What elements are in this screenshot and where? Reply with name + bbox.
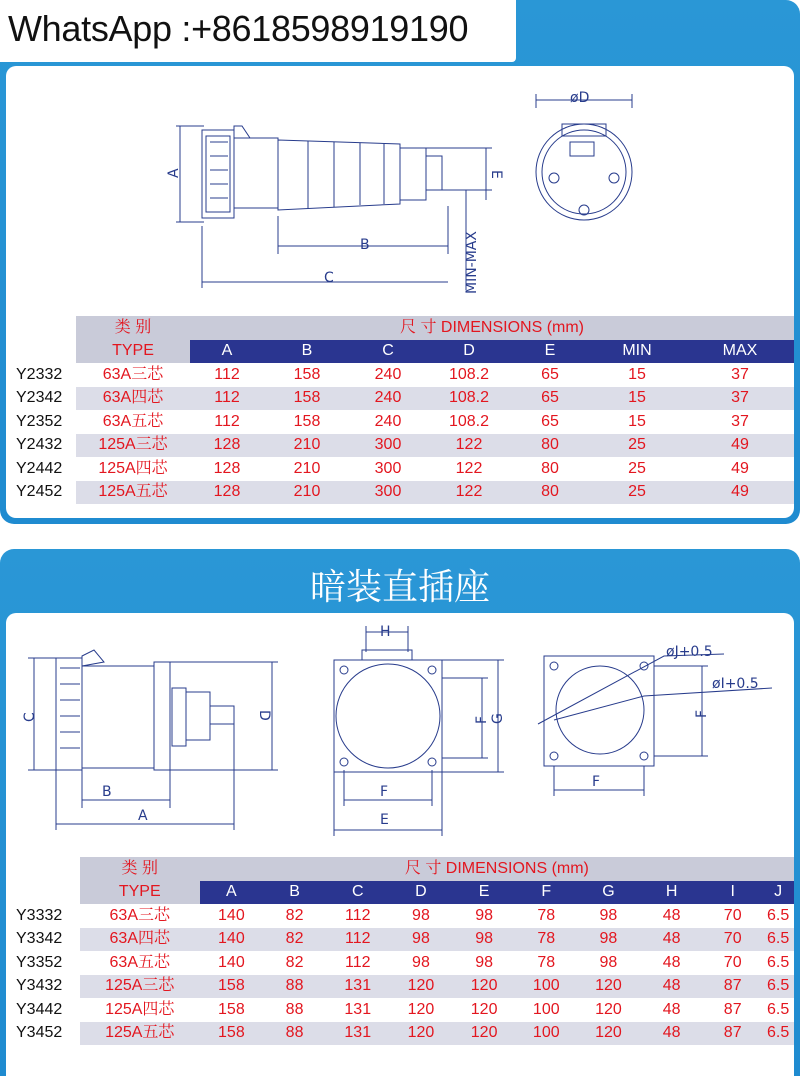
model-code: Y2442 xyxy=(6,457,76,481)
dim-label-c: C xyxy=(324,270,334,286)
column-header: A xyxy=(200,881,263,905)
dim-label-f-v: F xyxy=(474,715,490,724)
value-cell: 120 xyxy=(577,975,640,999)
table-row xyxy=(6,975,794,999)
dim-label-i: øI+0.5 xyxy=(712,676,759,692)
value-cell: 240 xyxy=(350,363,426,387)
table-row xyxy=(6,951,794,975)
dim-label-c2: C xyxy=(22,712,38,722)
column-header: MAX xyxy=(686,340,794,364)
value-cell: 120 xyxy=(453,975,516,999)
value-cell: 88 xyxy=(263,998,326,1022)
value-cell: 240 xyxy=(350,387,426,411)
value-cell: 98 xyxy=(389,928,452,952)
value-cell: 112 xyxy=(190,410,264,434)
value-cell: 48 xyxy=(640,998,703,1022)
value-cell: 80 xyxy=(512,481,588,505)
value-cell: 49 xyxy=(686,481,794,505)
dim-label-minmax: MIN-MAX xyxy=(464,231,480,294)
value-cell: 48 xyxy=(640,904,703,928)
table-row xyxy=(6,363,794,387)
table-row xyxy=(6,410,794,434)
type-cell: 63A四芯 xyxy=(80,928,200,952)
column-header: E xyxy=(453,881,516,905)
column-header: C xyxy=(350,340,426,364)
table-row xyxy=(6,481,794,505)
value-cell: 120 xyxy=(389,1022,452,1046)
value-cell: 158 xyxy=(200,975,263,999)
dim-label-e: E xyxy=(488,170,504,179)
value-cell: 49 xyxy=(686,434,794,458)
value-cell: 6.5 xyxy=(762,904,794,928)
value-cell: 6.5 xyxy=(762,928,794,952)
value-cell: 87 xyxy=(703,1022,762,1046)
model-code: Y2332 xyxy=(6,363,76,387)
model-code: Y2342 xyxy=(6,387,76,411)
dim-label-f-h: F xyxy=(380,784,389,800)
value-cell: 300 xyxy=(350,481,426,505)
column-header: MIN xyxy=(588,340,686,364)
socket-front-view-drawing xyxy=(322,620,512,838)
value-cell: 120 xyxy=(577,1022,640,1046)
column-header: H xyxy=(640,881,703,905)
value-cell: 65 xyxy=(512,363,588,387)
value-cell: 158 xyxy=(200,998,263,1022)
column-header: J xyxy=(762,881,794,905)
value-cell: 88 xyxy=(263,975,326,999)
value-cell: 112 xyxy=(326,951,389,975)
value-cell: 48 xyxy=(640,951,703,975)
column-header: D xyxy=(426,340,512,364)
model-code: Y3432 xyxy=(6,975,80,999)
type-cell: 63A四芯 xyxy=(76,387,190,411)
value-cell: 48 xyxy=(640,928,703,952)
value-cell: 120 xyxy=(389,975,452,999)
model-code: Y3442 xyxy=(6,998,80,1022)
value-cell: 48 xyxy=(640,975,703,999)
type-cell: 125A三芯 xyxy=(80,975,200,999)
value-cell: 108.2 xyxy=(426,387,512,411)
column-header: B xyxy=(263,881,326,905)
value-cell: 100 xyxy=(516,998,577,1022)
model-code: Y3452 xyxy=(6,1022,80,1046)
dim-label-a2: A xyxy=(138,808,148,824)
whatsapp-banner xyxy=(0,0,516,62)
value-cell: 70 xyxy=(703,904,762,928)
value-cell: 82 xyxy=(263,904,326,928)
whatsapp-contact: WhatsApp :+8618598919190 xyxy=(8,8,469,49)
value-cell: 15 xyxy=(588,387,686,411)
type-cell: 63A五芯 xyxy=(76,410,190,434)
value-cell: 140 xyxy=(200,928,263,952)
value-cell: 112 xyxy=(326,928,389,952)
type-cell: 125A三芯 xyxy=(76,434,190,458)
value-cell: 140 xyxy=(200,951,263,975)
dim-label-f-cut-h: F xyxy=(592,774,601,790)
column-header: A xyxy=(190,340,264,364)
section-title: 暗装直插座 xyxy=(309,567,490,608)
value-cell: 70 xyxy=(703,951,762,975)
value-cell: 80 xyxy=(512,434,588,458)
value-cell: 98 xyxy=(453,904,516,928)
type-header-en: TYPE xyxy=(76,340,190,364)
dimensions-header: 尺 寸 DIMENSIONS (mm) xyxy=(190,316,794,340)
value-cell: 78 xyxy=(516,951,577,975)
panel-cutout-drawing xyxy=(534,636,796,806)
value-cell: 122 xyxy=(426,457,512,481)
value-cell: 15 xyxy=(588,363,686,387)
value-cell: 6.5 xyxy=(762,998,794,1022)
dimensions-header: 尺 寸 DIMENSIONS (mm) xyxy=(200,857,794,881)
table-row xyxy=(6,1022,794,1046)
dim-label-j: øJ+0.5 xyxy=(666,644,713,660)
value-cell: 140 xyxy=(200,904,263,928)
value-cell: 82 xyxy=(263,928,326,952)
type-cell: 125A四芯 xyxy=(80,998,200,1022)
value-cell: 98 xyxy=(453,928,516,952)
value-cell: 210 xyxy=(264,481,350,505)
value-cell: 25 xyxy=(588,481,686,505)
value-cell: 15 xyxy=(588,410,686,434)
type-cell: 63A三芯 xyxy=(76,363,190,387)
type-cell: 63A三芯 xyxy=(80,904,200,928)
value-cell: 120 xyxy=(577,998,640,1022)
value-cell: 300 xyxy=(350,457,426,481)
value-cell: 37 xyxy=(686,410,794,434)
value-cell: 108.2 xyxy=(426,363,512,387)
value-cell: 87 xyxy=(703,998,762,1022)
value-cell: 78 xyxy=(516,904,577,928)
type-header-cn: 类 别 xyxy=(80,857,200,881)
dim-label-a: A xyxy=(166,168,182,178)
model-code: Y3352 xyxy=(6,951,80,975)
value-cell: 100 xyxy=(516,1022,577,1046)
value-cell: 122 xyxy=(426,434,512,458)
value-cell: 98 xyxy=(453,951,516,975)
value-cell: 128 xyxy=(190,434,264,458)
value-cell: 158 xyxy=(264,387,350,411)
value-cell: 70 xyxy=(703,928,762,952)
value-cell: 25 xyxy=(588,434,686,458)
model-code: Y3332 xyxy=(6,904,80,928)
plug-side-view-drawing xyxy=(160,86,504,296)
type-cell: 125A五芯 xyxy=(76,481,190,505)
value-cell: 131 xyxy=(326,998,389,1022)
value-cell: 158 xyxy=(200,1022,263,1046)
type-header-cn: 类 别 xyxy=(76,316,190,340)
dimensions-table-1 xyxy=(6,316,794,504)
value-cell: 122 xyxy=(426,481,512,505)
type-cell: 125A五芯 xyxy=(80,1022,200,1046)
value-cell: 300 xyxy=(350,434,426,458)
type-header-en: TYPE xyxy=(80,881,200,905)
value-cell: 25 xyxy=(588,457,686,481)
value-cell: 158 xyxy=(264,410,350,434)
value-cell: 98 xyxy=(389,951,452,975)
value-cell: 98 xyxy=(577,904,640,928)
value-cell: 131 xyxy=(326,975,389,999)
value-cell: 108.2 xyxy=(426,410,512,434)
value-cell: 37 xyxy=(686,363,794,387)
model-code: Y2352 xyxy=(6,410,76,434)
dim-label-b: B xyxy=(360,237,370,253)
model-code: Y3342 xyxy=(6,928,80,952)
value-cell: 82 xyxy=(263,951,326,975)
value-cell: 80 xyxy=(512,457,588,481)
type-cell: 63A五芯 xyxy=(80,951,200,975)
value-cell: 120 xyxy=(453,1022,516,1046)
type-cell: 125A四芯 xyxy=(76,457,190,481)
value-cell: 37 xyxy=(686,387,794,411)
dim-label-b2: B xyxy=(102,784,112,800)
column-header: G xyxy=(577,881,640,905)
column-header: F xyxy=(516,881,577,905)
table-row xyxy=(6,434,794,458)
value-cell: 65 xyxy=(512,410,588,434)
column-header: D xyxy=(389,881,452,905)
table-row xyxy=(6,998,794,1022)
table-row xyxy=(6,387,794,411)
column-header: C xyxy=(326,881,389,905)
value-cell: 112 xyxy=(326,904,389,928)
dim-label-d: øD xyxy=(570,90,590,106)
value-cell: 240 xyxy=(350,410,426,434)
value-cell: 48 xyxy=(640,1022,703,1046)
column-header: I xyxy=(703,881,762,905)
value-cell: 98 xyxy=(577,928,640,952)
column-header: B xyxy=(264,340,350,364)
dim-label-g: G xyxy=(490,713,506,724)
value-cell: 88 xyxy=(263,1022,326,1046)
value-cell: 98 xyxy=(389,904,452,928)
value-cell: 87 xyxy=(703,975,762,999)
value-cell: 112 xyxy=(190,387,264,411)
value-cell: 112 xyxy=(190,363,264,387)
column-header: E xyxy=(512,340,588,364)
model-code: Y2452 xyxy=(6,481,76,505)
value-cell: 6.5 xyxy=(762,951,794,975)
table-row xyxy=(6,928,794,952)
value-cell: 65 xyxy=(512,387,588,411)
value-cell: 100 xyxy=(516,975,577,999)
dim-label-d2: D xyxy=(256,710,272,721)
value-cell: 128 xyxy=(190,457,264,481)
value-cell: 78 xyxy=(516,928,577,952)
value-cell: 120 xyxy=(453,998,516,1022)
plug-front-view-drawing xyxy=(530,86,640,226)
value-cell: 131 xyxy=(326,1022,389,1046)
value-cell: 49 xyxy=(686,457,794,481)
value-cell: 210 xyxy=(264,457,350,481)
dim-label-e2: E xyxy=(380,812,389,828)
value-cell: 158 xyxy=(264,363,350,387)
value-cell: 6.5 xyxy=(762,1022,794,1046)
value-cell: 6.5 xyxy=(762,975,794,999)
table-row xyxy=(6,457,794,481)
value-cell: 210 xyxy=(264,434,350,458)
dim-label-f-cut-v: F xyxy=(694,709,710,718)
value-cell: 98 xyxy=(577,951,640,975)
model-code: Y2432 xyxy=(6,434,76,458)
value-cell: 128 xyxy=(190,481,264,505)
dim-label-h: H xyxy=(380,624,391,640)
socket-side-view-drawing xyxy=(14,648,284,832)
table-row xyxy=(6,904,794,928)
dimensions-table-2 xyxy=(6,857,794,1045)
value-cell: 120 xyxy=(389,998,452,1022)
